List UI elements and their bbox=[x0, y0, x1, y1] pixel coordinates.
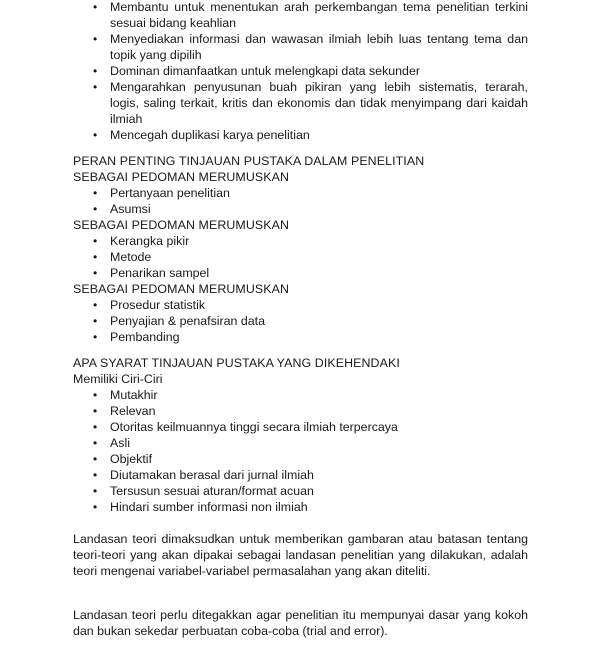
list-item: • Asli bbox=[93, 436, 130, 450]
bullet-icon: • bbox=[93, 80, 98, 94]
list-item: • Penarikan sampel bbox=[93, 266, 210, 280]
bullet-icon: • bbox=[93, 468, 98, 482]
list-item: • Dominan dimanfaatkan untuk melengkapi data sekunder bbox=[93, 64, 420, 78]
bullet-icon: • bbox=[93, 314, 98, 328]
section-title-peran-penting: PERAN PENTING TINJAUAN PUSTAKA DALAM PENELITIAN bbox=[73, 154, 425, 168]
bullet-icon: • bbox=[93, 32, 98, 46]
list-item: • Metode bbox=[93, 250, 152, 264]
bullet-icon: • bbox=[93, 484, 98, 498]
list-item: • Otoritas keilmuannya tinggi secara ilmiah terpercaya bbox=[93, 420, 398, 434]
spacer bbox=[73, 591, 528, 607]
bullet-icon: • bbox=[93, 500, 98, 514]
benefits-list bbox=[73, 0, 528, 143]
list-item: • Prosedur statistik bbox=[93, 298, 206, 312]
bullet-icon: • bbox=[93, 64, 98, 78]
bullet-icon: • bbox=[93, 452, 98, 466]
document-page bbox=[73, 0, 528, 652]
group-heading: SEBAGAI PEDOMAN MERUMUSKAN bbox=[73, 218, 290, 232]
bullet-icon: • bbox=[93, 436, 98, 450]
spacer bbox=[73, 515, 528, 531]
bullet-icon: • bbox=[93, 234, 98, 248]
list-item: • Diutamakan berasal dari jurnal ilmiah bbox=[93, 468, 314, 482]
group-heading: SEBAGAI PEDOMAN MERUMUSKAN bbox=[73, 170, 290, 184]
bullet-icon: • bbox=[93, 404, 98, 418]
list-item: • Hindari sumber informasi non ilmiah bbox=[93, 500, 308, 514]
list-item: • Pembanding bbox=[93, 330, 180, 344]
list-item: • Mutakhir bbox=[93, 388, 158, 402]
group-list bbox=[73, 297, 528, 345]
bullet-icon: • bbox=[93, 128, 98, 142]
list-item: • Mencegah duplikasi karya penelitian bbox=[93, 128, 310, 142]
bullet-icon: • bbox=[93, 330, 98, 344]
list-item: • Objektif bbox=[93, 452, 153, 466]
paragraph-landasan-teori-1: Landasan teori dimaksudkan untuk memberikan gambaran atau batasan tentang teori-teori yang akan dipakai sebagai landasan penelitian yang dilakukan, adalah teori mengenai variabel-variabel permasalahan yang akan diteliti. bbox=[73, 532, 528, 578]
list-item: • Pertanyaan penelitian bbox=[93, 186, 230, 200]
bullet-icon: • bbox=[93, 0, 98, 14]
list-item: • Relevan bbox=[93, 404, 156, 418]
section-title-syarat: APA SYARAT TINJAUAN PUSTAKA YANG DIKEHENDAKI bbox=[73, 356, 400, 370]
bullet-icon: • bbox=[93, 250, 98, 264]
bullet-icon: • bbox=[93, 266, 98, 280]
paragraph-landasan-teori-2: Landasan teori perlu ditegakkan agar penelitian itu mempunyai dasar yang kokoh dan bukan sekedar perbuatan coba-coba (trial and error). bbox=[73, 608, 528, 639]
criteria-list bbox=[73, 387, 528, 515]
list-item: • Membantu untuk menentukan arah perkembangan tema penelitian terkini sesuai bidang keahlian bbox=[93, 0, 528, 30]
list-item: • Mengarahkan penyusunan buah pikiran yang lebih sistematis, terarah, logis, saling terkait, kritis dan ekonomis dan tidak menyimpang dari kaidah ilmiah bbox=[93, 80, 528, 126]
bullet-icon: • bbox=[93, 298, 98, 312]
bullet-icon: • bbox=[93, 202, 98, 216]
group-list bbox=[73, 233, 528, 281]
group-heading: SEBAGAI PEDOMAN MERUMUSKAN bbox=[73, 282, 290, 296]
bullet-icon: • bbox=[93, 420, 98, 434]
bullet-icon: • bbox=[93, 388, 98, 402]
list-item: • Penyajian & penafsiran data bbox=[93, 314, 265, 328]
list-item: • Menyediakan informasi dan wawasan ilmiah lebih luas tentang tema dan topik yang dipilih bbox=[93, 32, 528, 62]
bullet-icon: • bbox=[93, 186, 98, 200]
list-item: • Asumsi bbox=[93, 202, 151, 216]
group-list bbox=[73, 185, 528, 217]
list-item: • Kerangka pikir bbox=[93, 234, 190, 248]
section-subtitle: Memiliki Ciri-Ciri bbox=[73, 372, 163, 386]
list-item: • Tersusun sesuai aturan/format acuan bbox=[93, 484, 314, 498]
